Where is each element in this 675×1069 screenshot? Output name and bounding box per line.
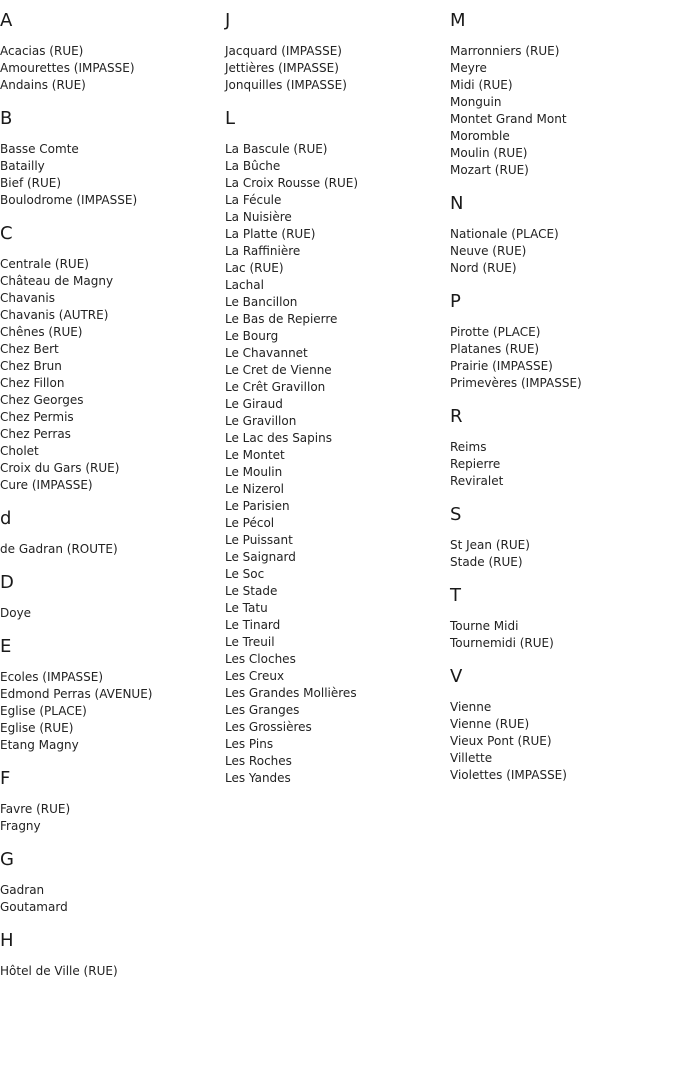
street-link[interactable]: Violettes (IMPASSE) [450, 768, 567, 782]
street-list [0, 256, 225, 494]
letter-heading: R [450, 406, 463, 427]
street-link[interactable]: Chavanis (AUTRE) [0, 308, 109, 322]
street-link[interactable]: Moromble [450, 129, 510, 143]
street-link[interactable]: La Croix Rousse (RUE) [225, 176, 359, 190]
street-link[interactable]: Acacias (RUE) [0, 44, 84, 58]
letter-group [0, 768, 225, 835]
street-list [450, 43, 675, 179]
street-link[interactable]: Les Yandes [225, 771, 291, 785]
street-link[interactable]: Fragny [0, 819, 41, 833]
street-link[interactable]: Le Tatu [225, 601, 268, 615]
street-link[interactable]: Eglise (PLACE) [0, 704, 87, 718]
letter-heading: V [450, 666, 463, 687]
letter-heading: L [225, 108, 236, 129]
street-link[interactable]: Château de Magny [0, 274, 114, 288]
letter-heading: F [0, 768, 11, 789]
street-link[interactable]: Andains (RUE) [0, 78, 86, 92]
street-link[interactable]: Le Crêt Gravillon [225, 380, 326, 394]
street-link[interactable]: Reims [450, 440, 487, 454]
street-link[interactable]: Basse Comte [0, 142, 79, 156]
street-link[interactable]: Marronniers (RUE) [450, 44, 560, 58]
street-link[interactable]: Vienne (RUE) [450, 717, 530, 731]
street-link[interactable]: Le Puissant [225, 533, 293, 547]
letter-group [450, 10, 675, 179]
street-link[interactable]: Montet Grand Mont [450, 112, 567, 126]
street-link[interactable]: La Raffinière [225, 244, 301, 258]
letter-heading: M [450, 10, 466, 31]
street-link[interactable]: Le Tinard [225, 618, 281, 632]
street-list [450, 226, 675, 277]
letter-group [450, 193, 675, 277]
street-link[interactable]: Jettières (IMPASSE) [225, 61, 339, 75]
street-link[interactable]: La Platte (RUE) [225, 227, 316, 241]
street-link[interactable]: Cholet [0, 444, 39, 458]
street-link[interactable]: Jacquard (IMPASSE) [225, 44, 342, 58]
street-link[interactable]: Centrale (RUE) [0, 257, 89, 271]
street-link[interactable]: Chavanis [0, 291, 55, 305]
street-list [450, 618, 675, 652]
street-link[interactable]: La Fécule [225, 193, 282, 207]
street-link[interactable]: La Bascule (RUE) [225, 142, 328, 156]
letter-group [450, 585, 675, 652]
street-link[interactable]: de Gadran (ROUTE) [0, 542, 118, 556]
letter-group [0, 930, 225, 980]
letter-heading: A [0, 10, 13, 31]
letter-group [0, 572, 225, 622]
street-link[interactable]: Cure (IMPASSE) [0, 478, 93, 492]
street-link[interactable]: Prairie (IMPASSE) [450, 359, 553, 373]
letter-group [0, 849, 225, 916]
letter-group [0, 108, 225, 209]
letter-heading: T [450, 585, 461, 606]
letter-heading: H [0, 930, 14, 951]
street-link[interactable]: Stade (RUE) [450, 555, 523, 569]
street-link[interactable]: Le Saignard [225, 550, 296, 564]
street-link[interactable]: Mozart (RUE) [450, 163, 529, 177]
street-link[interactable]: Les Grossières [225, 720, 312, 734]
street-link[interactable]: Midi (RUE) [450, 78, 513, 92]
street-link[interactable]: Favre (RUE) [0, 802, 71, 816]
street-link[interactable]: Le Chavannet [225, 346, 308, 360]
letter-heading: J [225, 10, 231, 31]
street-list [450, 324, 675, 392]
street-link[interactable]: Lac (RUE) [225, 261, 284, 275]
street-link[interactable]: Nord (RUE) [450, 261, 517, 275]
street-list [225, 141, 450, 787]
letter-group [0, 636, 225, 754]
street-link[interactable]: Neuve (RUE) [450, 244, 527, 258]
street-list [0, 882, 225, 916]
letter-group [450, 291, 675, 392]
street-list [0, 801, 225, 835]
street-link[interactable]: Meyre [450, 61, 487, 75]
street-link[interactable]: Les Grandes Mollières [225, 686, 357, 700]
street-link[interactable]: Pirotte (PLACE) [450, 325, 541, 339]
street-link[interactable]: Amourettes (IMPASSE) [0, 61, 135, 75]
index-column-3 [450, 10, 675, 798]
index-column-2 [225, 10, 450, 801]
street-list [0, 669, 225, 754]
street-list [450, 537, 675, 571]
street-link[interactable]: La Nuisière [225, 210, 292, 224]
letter-heading: E [0, 636, 12, 657]
street-link[interactable]: Goutamard [0, 900, 68, 914]
street-link[interactable]: Vienne [450, 700, 492, 714]
street-list [225, 43, 450, 94]
street-link[interactable]: Le Nizerol [225, 482, 285, 496]
street-link[interactable]: Primevères (IMPASSE) [450, 376, 582, 390]
street-link[interactable]: Moulin (RUE) [450, 146, 528, 160]
letter-group [225, 10, 450, 94]
street-link[interactable]: Reviralet [450, 474, 504, 488]
street-link[interactable]: Tournemidi (RUE) [450, 636, 554, 650]
street-link[interactable]: Chez Bert [0, 342, 59, 356]
street-link[interactable]: Eglise (RUE) [0, 721, 74, 735]
street-link[interactable]: Doye [0, 606, 32, 620]
letter-heading: G [0, 849, 14, 870]
street-link[interactable]: Repierre [450, 457, 501, 471]
street-link[interactable]: Les Cloches [225, 652, 296, 666]
street-link[interactable]: Batailly [0, 159, 45, 173]
street-list [0, 141, 225, 209]
street-link[interactable]: Platanes (RUE) [450, 342, 540, 356]
street-link[interactable]: Chez Perras [0, 427, 71, 441]
street-link[interactable]: Chênes (RUE) [0, 325, 83, 339]
street-list [0, 43, 225, 94]
street-link[interactable]: Le Stade [225, 584, 278, 598]
street-link[interactable]: Le Cret de Vienne [225, 363, 332, 377]
street-list [0, 541, 225, 558]
street-link[interactable]: Chez Georges [0, 393, 84, 407]
street-link[interactable]: Le Bancillon [225, 295, 298, 309]
street-link[interactable]: Bief (RUE) [0, 176, 62, 190]
street-link[interactable]: Les Creux [225, 669, 285, 683]
street-link[interactable]: Edmond Perras (AVENUE) [0, 687, 153, 701]
letter-heading: N [450, 193, 464, 214]
street-list [0, 605, 225, 622]
street-link[interactable]: La Bûche [225, 159, 281, 173]
letter-group [450, 666, 675, 784]
letter-heading: d [0, 508, 12, 529]
letter-group [0, 223, 225, 494]
street-link[interactable]: St Jean (RUE) [450, 538, 530, 552]
street-link[interactable]: Le Lac des Sapins [225, 431, 332, 445]
street-link[interactable]: Monguin [450, 95, 502, 109]
street-link[interactable]: Vieux Pont (RUE) [450, 734, 552, 748]
street-link[interactable]: Lachal [225, 278, 264, 292]
street-link[interactable]: Tourne Midi [450, 619, 519, 633]
street-link[interactable]: Le Gravillon [225, 414, 297, 428]
letter-group [225, 108, 450, 787]
letter-heading: B [0, 108, 13, 129]
street-link[interactable]: Croix du Gars (RUE) [0, 461, 120, 475]
street-link[interactable]: Gadran [0, 883, 45, 897]
street-link[interactable]: Le Giraud [225, 397, 283, 411]
street-list [450, 439, 675, 490]
letter-group [450, 504, 675, 571]
street-link[interactable]: Jonquilles (IMPASSE) [225, 78, 347, 92]
letter-group [0, 10, 225, 94]
street-link[interactable]: Chez Brun [0, 359, 62, 373]
street-link[interactable]: Chez Fillon [0, 376, 65, 390]
street-link[interactable]: Boulodrome (IMPASSE) [0, 193, 138, 207]
letter-heading: C [0, 223, 13, 244]
street-link[interactable]: Chez Permis [0, 410, 74, 424]
street-link[interactable]: Hôtel de Ville (RUE) [0, 964, 118, 978]
street-list [0, 963, 225, 980]
street-link[interactable]: Le Bourg [225, 329, 279, 343]
letter-heading: S [450, 504, 462, 525]
street-link[interactable]: Le Bas de Repierre [225, 312, 338, 326]
letter-heading: P [450, 291, 461, 312]
street-link[interactable]: Etang Magny [0, 738, 79, 752]
street-link[interactable]: Le Treuil [225, 635, 275, 649]
street-link[interactable]: Les Roches [225, 754, 292, 768]
street-link[interactable]: Villette [450, 751, 493, 765]
street-link[interactable]: Nationale (PLACE) [450, 227, 559, 241]
letter-group [0, 508, 225, 558]
street-link[interactable]: Le Montet [225, 448, 285, 462]
street-link[interactable]: Les Pins [225, 737, 274, 751]
street-list [450, 699, 675, 784]
street-link[interactable]: Le Parisien [225, 499, 290, 513]
street-link[interactable]: Les Granges [225, 703, 300, 717]
letter-group [450, 406, 675, 490]
street-link[interactable]: Le Moulin [225, 465, 283, 479]
street-link[interactable]: Le Soc [225, 567, 265, 581]
letter-heading: D [0, 572, 14, 593]
street-link[interactable]: Ecoles (IMPASSE) [0, 670, 104, 684]
index-column-1 [0, 10, 225, 994]
street-link[interactable]: Le Pécol [225, 516, 275, 530]
